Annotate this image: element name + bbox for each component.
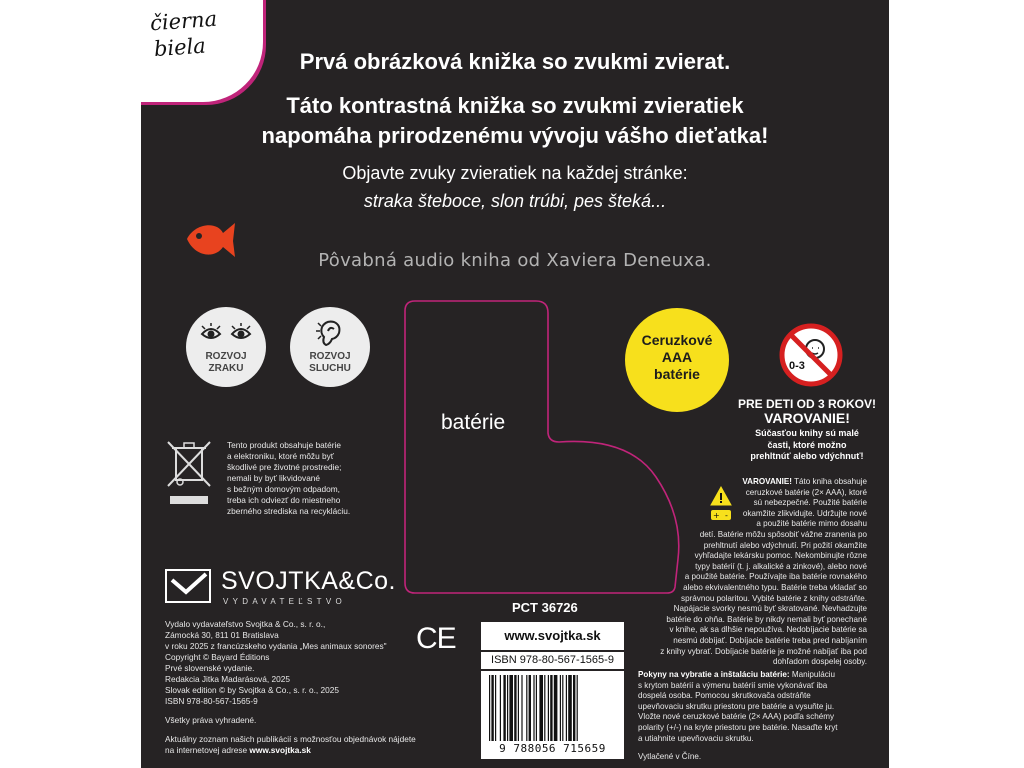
imprint: Vydalo vydavateľstvo Svojtka & Co., s. r. o., Zámocká 30, 811 01 Bratislava v roku 2025 z francúzskeho vydania „Mes animaux sonores" Copyright © Bayard Éditions Prvé slovenské vydanie. Redakcia Jitka Madarásová, 2025 Slovak edition © by Svojtka & Co., s. r. o., 2025 ISBN 978-80-567-1565-9 — [165, 619, 387, 706]
isbn-box-text: ISBN 978-80-567-1565-9 — [491, 654, 614, 666]
website-box — [481, 622, 624, 650]
headline-1: Prvá obrázková knižka so zvukmi zvierat. — [299, 49, 731, 74]
book-back-cover — [141, 0, 889, 768]
barcode — [481, 671, 624, 759]
lead-line-2: straka šteboce, slon trúbi, pes šteká... — [363, 191, 667, 211]
no-small-children-icon — [779, 323, 843, 387]
age-warning-line1: PRE DETI OD 3 ROKOV! — [737, 397, 877, 411]
ear-icon — [314, 317, 346, 349]
battery-badge-line3: batérie — [654, 366, 700, 382]
battery-slot-label: batérie — [441, 411, 506, 434]
age-warning-body: Súčasťou knihy sú malé časti, ktoré možno prehltnúť alebo vdýchnuť! — [750, 428, 864, 461]
age-warning-line2: VAROVANIE! — [764, 410, 850, 426]
battery-warning-title: VAROVANIE! — [742, 477, 792, 486]
recycling-notice: Tento produkt obsahuje batérie a elektroniku, ktoré môžu byť škodlivé pre životné prostredie; nemali by byť likvidované s bežným domovým odpadom, treba ich odviezť do miestneho zberného strediska na recykláciu. — [227, 440, 351, 516]
crossed-bin-icon — [166, 440, 212, 506]
catalog-link[interactable]: www.svojtka.sk — [249, 745, 311, 755]
badge-hearing-line2: SLUCHU — [309, 363, 351, 374]
eye-icon — [198, 321, 254, 345]
printed-in: Vytlačené v Číne. — [638, 752, 702, 761]
svg-text:-: - — [725, 511, 728, 520]
headline-3: napomáha prirodzenému vývoju vášho dieťatka! — [261, 123, 769, 148]
badge-vision — [186, 307, 266, 387]
lead-line-1: Objavte zvuky zvieratiek na každej stránke: — [342, 163, 688, 183]
svg-text:+: + — [713, 511, 720, 520]
badge-hearing-line1: ROZVOJ — [309, 351, 351, 362]
age-range-label: 0-3 — [789, 360, 805, 372]
series-logo-line1: čierna — [149, 6, 218, 36]
install-title: Pokyny na vybratie a inštaláciu batérie: — [638, 670, 790, 679]
battery-type-badge — [625, 308, 729, 412]
svojtka-logo-icon — [164, 566, 212, 606]
product-code: PCT 36726 — [512, 600, 578, 615]
barcode-digits: 9 788056 715659 — [499, 742, 606, 755]
barcode-bars — [489, 675, 616, 741]
audio-book-credit: Pôvabná audio kniha od Xaviera Deneuxa. — [318, 250, 712, 271]
catalog-notice: Aktuálny zoznam našich publikácií s možnosťou objednávok nájdete na internetovej adrese www.svojtka.sk — [165, 734, 416, 755]
battery-badge-line1: Ceruzkové — [641, 332, 713, 348]
battery-badge-line2: AAA — [661, 349, 693, 365]
publisher-tagline: VYDAVATEĽSTVO — [223, 597, 347, 606]
isbn-box — [481, 652, 624, 669]
badge-hearing — [290, 307, 370, 387]
series-logo-line2: biela — [153, 33, 207, 62]
website-box-text: www.svojtka.sk — [504, 628, 601, 643]
battery-install-instructions: Pokyny na vybratie a inštaláciu batérie: Manipuláciu s krytom batérií a výmenu batérií smie vykonávať iba dospelá osoba. Pomocou skrutkovača odstráňte upevňovaciu skrutku priestoru pre batérie a vysuňte ju. Vložte nové ceruzkové batérie (2× AAA) podľa schémy polarity (+/-) na kryte priestoru pre batérie. Nasaďte kryt a utiahnite upevňovaciu skrutku. — [638, 670, 838, 743]
badge-vision-line1: ROZVOJ — [205, 351, 247, 362]
publisher-name: SVOJTKA&Co. — [221, 567, 396, 595]
badge-vision-line2: ZRAKU — [208, 363, 244, 374]
battery-warning: VAROVANIE! Táto kniha obsahuje ceruzkové batérie (2× AAA), ktoré sú nebezpečné. Použité batérie okamžite zlikvidujte. Udržujte nové a použité batérie mimo dosahu detí. Batérie môžu spôsobiť vážne zranenia po prehltnutí alebo vdýchnutí. Pri požití okamžite vyhľadajte lekársku pomoc. Nekombinujte rôzne typy batérií (t. j. alkalické a zinkové), alebo nové a použité batérie. Používajte iba batérie rovnakého alebo ekvivalentného typu. Batérie treba vkladať so správnou polaritou. Vybité batérie z knihy odstráňte. Napájacie svorky nesmú byť skratované. Nevhadzujte batérie do ohňa. Batérie by nikdy nemali byť ponechané v knihe, ak sa dlhšie nepoužíva. Nedobíjacie batérie sa nesmú dobíjať. Dobíjacie batérie treba pred nabíjaním z knihy vybrať. Dobíjacie batérie je možné nabíjať iba pod dohľadom dospelej osoby. — [660, 477, 867, 667]
rights-reserved: Všetky práva vyhradené. — [165, 715, 257, 725]
ce-mark: CE — [416, 622, 456, 655]
headline-2: Táto kontrastná knižka so zvukmi zvieratiek — [286, 93, 744, 118]
